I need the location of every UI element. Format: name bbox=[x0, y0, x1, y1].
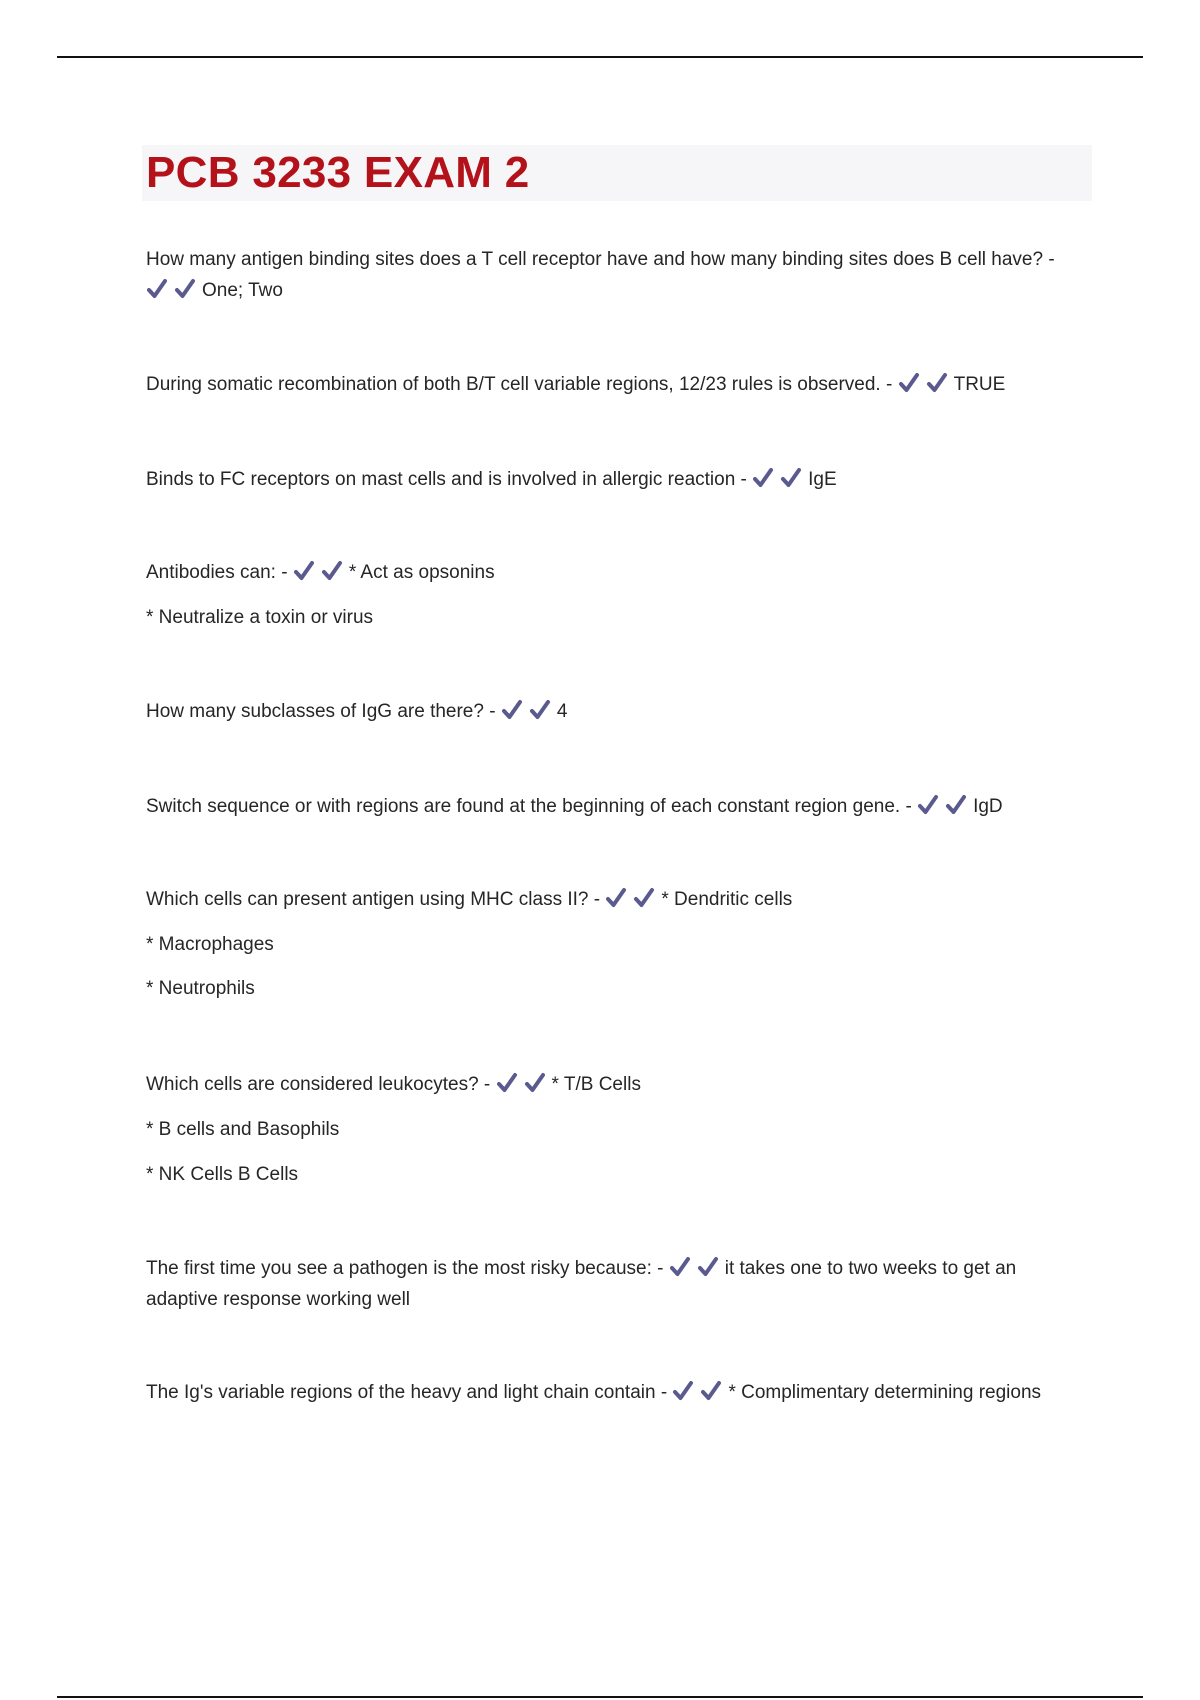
qa-item bbox=[146, 791, 1086, 822]
bottom-rule bbox=[57, 1696, 1143, 1698]
question-text: Which cells can present antigen using MHC class II? - bbox=[146, 889, 601, 910]
checkmark-icon bbox=[700, 1380, 722, 1402]
checkmark-icon bbox=[697, 1256, 719, 1278]
qa-item bbox=[146, 696, 1086, 727]
checkmark-icon bbox=[501, 699, 523, 721]
qa-item bbox=[146, 369, 1086, 400]
answer-text: 4 bbox=[556, 701, 568, 722]
checkmark-icon bbox=[917, 794, 939, 816]
checkmark-icon bbox=[293, 560, 315, 582]
question-text: During somatic recombination of both B/T cell variable regions, 12/23 rules is observed. - bbox=[146, 374, 893, 395]
page-title: PCB 3233 EXAM 2 bbox=[146, 148, 530, 197]
answer-text: * T/B Cells bbox=[551, 1074, 641, 1095]
answer-text: * Complimentary determining regions bbox=[728, 1382, 1042, 1403]
answer-text: * Dendritic cells bbox=[661, 889, 793, 910]
answer-bullet: * NK Cells B Cells bbox=[146, 1164, 299, 1185]
checkmark-icon bbox=[669, 1256, 691, 1278]
answer-text: * Act as opsonins bbox=[348, 562, 495, 583]
checkmark-icon bbox=[672, 1380, 694, 1402]
checkmark-icon bbox=[529, 699, 551, 721]
answer-bullet: * Neutralize a toxin or virus bbox=[146, 607, 374, 628]
checkmark-icon bbox=[605, 887, 627, 909]
checkmark-icon bbox=[752, 467, 774, 489]
answer-text: IgE bbox=[808, 469, 837, 490]
answer-text: IgD bbox=[973, 796, 1003, 817]
qa-item bbox=[146, 557, 1086, 633]
answer-text: it takes one to two weeks to get an adaptive response working well bbox=[146, 1258, 1017, 1310]
question-text: How many subclasses of IgG are there? - bbox=[146, 701, 496, 722]
question-text: The Ig's variable regions of the heavy and light chain contain - bbox=[146, 1382, 668, 1403]
checkmark-icon bbox=[633, 887, 655, 909]
question-text: Antibodies can: - bbox=[146, 562, 288, 583]
question-text: Switch sequence or with regions are found at the beginning of each constant region gene. - bbox=[146, 796, 912, 817]
checkmark-icon bbox=[524, 1072, 546, 1094]
checkmark-icon bbox=[496, 1072, 518, 1094]
qa-item bbox=[146, 1377, 1086, 1408]
title-band bbox=[142, 145, 1092, 201]
answer-bullet: * Neutrophils bbox=[146, 978, 255, 999]
answer-bullet: * Macrophages bbox=[146, 934, 274, 955]
question-text: Which cells are considered leukocytes? - bbox=[146, 1074, 491, 1095]
checkmark-icon bbox=[321, 560, 343, 582]
answer-text: TRUE bbox=[953, 374, 1006, 395]
checkmark-icon bbox=[945, 794, 967, 816]
checkmark-icon bbox=[780, 467, 802, 489]
question-text: Binds to FC receptors on mast cells and is involved in allergic reaction - bbox=[146, 469, 747, 490]
top-rule bbox=[57, 56, 1143, 58]
qa-item bbox=[146, 244, 1086, 306]
checkmark-icon bbox=[146, 278, 168, 300]
question-text: The first time you see a pathogen is the most risky because: - bbox=[146, 1258, 664, 1279]
answer-text: One; Two bbox=[202, 280, 283, 301]
qa-item bbox=[146, 884, 1086, 1004]
question-text: How many antigen binding sites does a T cell receptor have and how many binding sites does B cell have? - bbox=[146, 249, 1055, 270]
qa-item bbox=[146, 1253, 1086, 1315]
qa-item bbox=[146, 464, 1086, 495]
answer-bullet: * B cells and Basophils bbox=[146, 1119, 340, 1140]
checkmark-icon bbox=[174, 278, 196, 300]
qa-item bbox=[146, 1069, 1086, 1190]
checkmark-icon bbox=[898, 372, 920, 394]
checkmark-icon bbox=[926, 372, 948, 394]
